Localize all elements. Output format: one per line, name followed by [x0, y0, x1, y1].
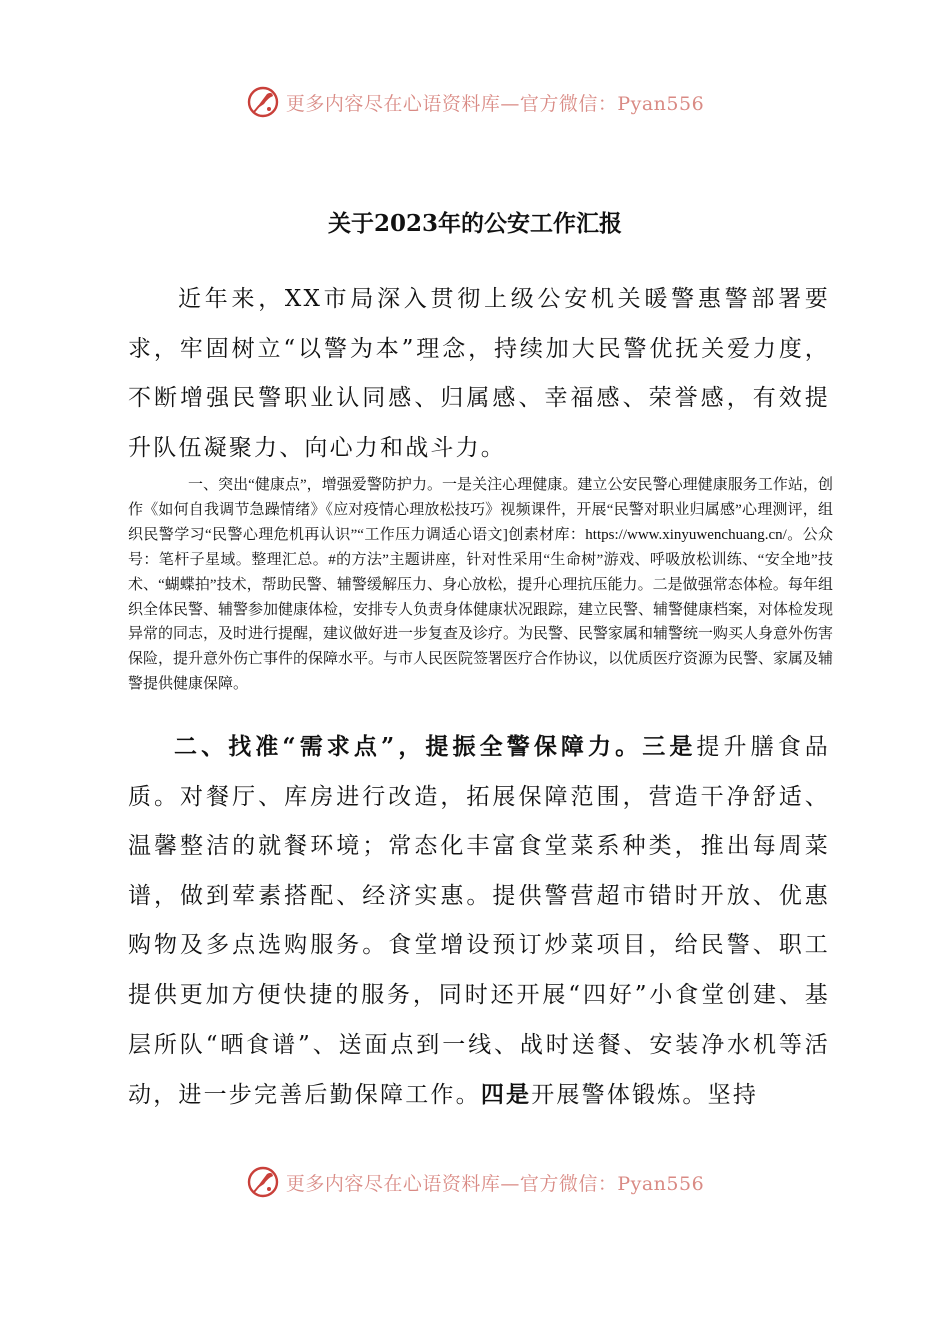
document-title: 关于2023年的公安工作汇报 — [327, 210, 622, 237]
watermark-footer — [0, 1160, 950, 1204]
point-three-text: 提升膳食品质。对餐厅、库房进行改造，拓展保障范围，营造干净舒适、温馨整洁的就餐环境；常态化丰富食堂菜系种类，推出每周菜谱，做到荤素搭配、经济实惠。提供警营超市错时开放、优惠购物及多点选购服务。食堂增设预订炒菜项目，给民警、职工提供更加方便快捷的服务，同时还开展“四好”小食堂创建、基层所队“晒食谱”、送面点到一线、战时送餐、安装净水机等活动，进一步完善后勤保障工作。 — [128, 734, 831, 1109]
section-two-heading: 二、找准“需求点”，提振全警保障力。 — [174, 733, 643, 760]
point-four-text: 开展警体锻炼。坚持 — [531, 1082, 759, 1109]
section-two-paragraph — [128, 722, 830, 1121]
watermark-text: 更多内容尽在心语资料库—官方微信：Pyan556 — [285, 92, 705, 115]
point-three-lead: 三是 — [642, 733, 697, 760]
quill-logo-icon — [246, 85, 280, 119]
watermark-header — [0, 80, 950, 124]
intro-paragraph: 近年来，XX市局深入贯彻上级公安机关暖警惠警部署要求，牢固树立“以警为本”理念，持续加大民警优抚关爱力度，不断增强民警职业认同感、归属感、幸福感、荣誉感，有效提升队伍凝聚力、向心力和战斗力。 — [128, 286, 830, 461]
section-one-paragraph: 一、突出“健康点”，增强爱警防护力。一是关注心理健康。建立公安民警心理健康服务工作站，创作《如何自我调节急躁情绪》《应对疫情心理放松技巧》视频课件，开展“民警对职业归属感”心理测评，组织民警学习“民警心理危机再认识”“工作压力调适心语文]创素材库：https://www.xinyuwenchuang.cn/。公众号：笔杆子星域。整理汇总。#的方法”主题讲座，针对性采用“生命树”游戏、呼吸放松训练、“安全地”技术、“蝴蝶拍”技术，帮助民警、辅警缓解压力、身心放松，提升心理抗压能力。二是做强常态体检。每年组织全体民警、辅警参加健康体检，安排专人负责身体健康状况跟踪，建立民警、辅警健康档案，对体检发现异常的同志，及时进行提醒，建议做好进一步复查及诊疗。为民警、民警家属和辅警统一购买人身意外伤害保险，提升意外伤亡事件的保障水平。与市人民医院签署医疗合作协议，以优质医疗资源为民警、家属及辅警提供健康保障。 — [128, 477, 834, 693]
point-four-lead: 四是 — [480, 1081, 532, 1109]
quill-logo-icon — [246, 1165, 280, 1199]
watermark-text: 更多内容尽在心语资料库—官方微信：Pyan556 — [285, 1172, 705, 1195]
